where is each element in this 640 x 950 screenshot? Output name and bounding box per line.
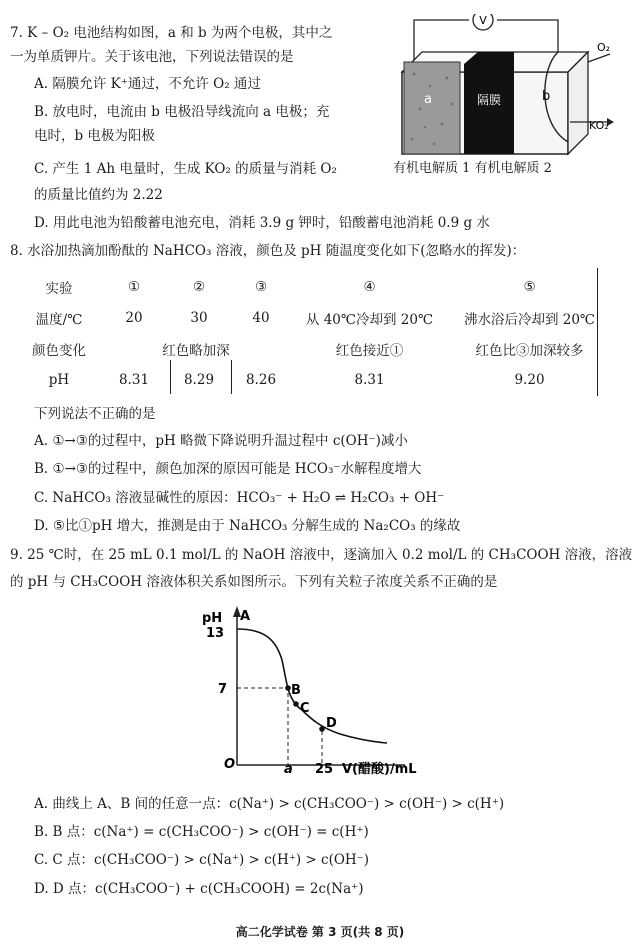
q9-option-a: A. 曲线上 A、B 间的任意一点：c(Na⁺) > c(CH₃COO⁻) > c(OH⁻) > c(H⁺) bbox=[34, 796, 505, 812]
table-cell: 30 bbox=[190, 309, 208, 326]
ph-curve bbox=[237, 629, 387, 743]
ph-titration-graph bbox=[190, 600, 460, 785]
membrane bbox=[464, 64, 514, 154]
tick-25: 25 bbox=[315, 762, 334, 777]
table-cell: 8.26 bbox=[245, 371, 277, 388]
q7-option-c-line1: C. 产生 1 Ah 电量时，生成 KO₂ 的质量与消耗 O₂ bbox=[34, 161, 337, 177]
table-cell: ① bbox=[127, 278, 141, 295]
table-cell: 红色接近① bbox=[335, 342, 404, 359]
q8-option-d: D. ⑤比①pH 增大，推测是由于 NaHCO₃ 分解生成的 Na₂CO₃ 的缘故 bbox=[34, 518, 461, 534]
table-row bbox=[18, 302, 612, 333]
table-cell: ⑤ bbox=[523, 278, 536, 295]
experiment-table bbox=[18, 271, 612, 395]
q7-stem-line2: 一为单质钾片。关于该电池，下列说法错误的是 bbox=[10, 49, 294, 65]
tick-7: 7 bbox=[218, 682, 228, 697]
y-axis-label: pH bbox=[202, 611, 223, 626]
electrode-b-label: b bbox=[542, 89, 551, 104]
q7-option-a: A. 隔膜允许 K⁺通过，不允许 O₂ 通过 bbox=[34, 76, 261, 92]
o2-label: O₂ bbox=[597, 41, 611, 54]
table-cell: 9.20 bbox=[514, 371, 545, 388]
table-cell: ④ bbox=[363, 278, 376, 295]
q7-stem-line1: 7. K – O₂ 电池结构如图，a 和 b 为两个电极，其中之 bbox=[10, 25, 333, 41]
q9-stem-line2: 的 pH 与 CH₃COOH 溶液体积关系如图所示。下列有关粒子浓度关系不正确的是 bbox=[10, 574, 498, 590]
q9-option-b: B. B 点：c(Na⁺) = c(CH₃COO⁻) > c(OH⁻) = c(H⁺) bbox=[34, 824, 369, 840]
table-cell: ③ bbox=[254, 278, 268, 295]
q8-option-c: C. NaHCO₃ 溶液显碱性的原因：HCO₃⁻ + H₂O ⇌ H₂CO₃ + OH⁻ bbox=[34, 490, 445, 506]
table-cell: 沸水浴后冷却到 20℃ bbox=[463, 311, 596, 328]
point-c-label: C bbox=[300, 701, 310, 716]
voltmeter-label: V bbox=[479, 14, 487, 27]
table-cell: 8.29 bbox=[183, 371, 215, 388]
point-a-label: A bbox=[240, 609, 251, 624]
point-b bbox=[285, 685, 291, 691]
q9-option-d: D. D 点：c(CH₃COO⁻) + c(CH₃COOH) = 2c(Na⁺) bbox=[34, 881, 364, 897]
q7-option-b-line1: B. 放电时，电流由 b 电极沿导线流向 a 电极；充 bbox=[34, 104, 330, 120]
table-row bbox=[18, 364, 612, 395]
electrode-a-label: a bbox=[424, 92, 432, 107]
table-cell: 8.31 bbox=[118, 371, 150, 388]
table-cell: 8.31 bbox=[354, 371, 385, 388]
table-cell: 20 bbox=[125, 309, 143, 326]
table-cell: 从 40℃冷却到 20℃ bbox=[305, 311, 434, 328]
table-row bbox=[18, 333, 612, 364]
table-cell: 实验 bbox=[45, 280, 73, 297]
q8-stem: 8. 水浴加热滴加酚酞的 NaHCO₃ 溶液，颜色及 pH 随温度变化如下(忽略水的挥发)： bbox=[10, 243, 526, 259]
table-row bbox=[18, 271, 612, 302]
table-cell: 温度/℃ bbox=[35, 311, 83, 328]
tick-13: 13 bbox=[206, 626, 225, 641]
membrane-label: 隔膜 bbox=[476, 93, 502, 107]
point-b-label: B bbox=[291, 683, 301, 698]
q7-option-d: D. 用此电池为铅酸蓄电池充电，消耗 3.9 g 钾时，铅酸蓄电池消耗 0.9 g 水 bbox=[34, 215, 490, 231]
q8-prompt: 下列说法不正确的是 bbox=[34, 406, 156, 422]
table-cell: ② bbox=[192, 278, 206, 295]
q7-option-b-line2: 电时，b 电极为阳极 bbox=[34, 128, 155, 144]
q8-option-a: A. ①→③的过程中，pH 略微下降说明升温过程中 c(OH⁻)减小 bbox=[34, 433, 408, 449]
point-d bbox=[319, 726, 325, 732]
q9-stem-line1: 9. 25 ℃时，在 25 mL 0.1 mol/L 的 NaOH 溶液中，逐滴加入 0.2 mol/L 的 CH₃COOH 溶液，溶液 bbox=[10, 547, 633, 563]
q7-option-c-line2: 的质量比值约为 2.22 bbox=[34, 187, 163, 203]
point-d-label: D bbox=[326, 716, 337, 731]
page-footer: 高二化学试卷 第 3 页(共 8 页) bbox=[235, 925, 405, 939]
battery-caption: 有机电解质 1 有机电解质 2 bbox=[393, 161, 552, 176]
ko2-label: KO₂ bbox=[589, 119, 609, 132]
origin-label: O bbox=[224, 757, 236, 772]
q8-option-b: B. ①→③的过程中，颜色加深的原因可能是 HCO₃⁻水解程度增大 bbox=[34, 461, 422, 477]
table-cell: 红色略加深 bbox=[162, 342, 230, 359]
q9-option-c: C. C 点：c(CH₃COO⁻) > c(Na⁺) > c(H⁺) > c(OH⁻) bbox=[34, 852, 370, 868]
table-cell: 颜色变化 bbox=[32, 342, 86, 359]
x-axis-label: V(醋酸)/mL bbox=[342, 762, 417, 777]
table-cell: 40 bbox=[252, 309, 270, 326]
table-cell: 红色比③加深较多 bbox=[475, 342, 584, 359]
battery-diagram bbox=[392, 14, 632, 184]
table-cell: pH bbox=[48, 371, 70, 388]
point-c bbox=[293, 701, 299, 707]
tick-a: a bbox=[284, 762, 293, 777]
